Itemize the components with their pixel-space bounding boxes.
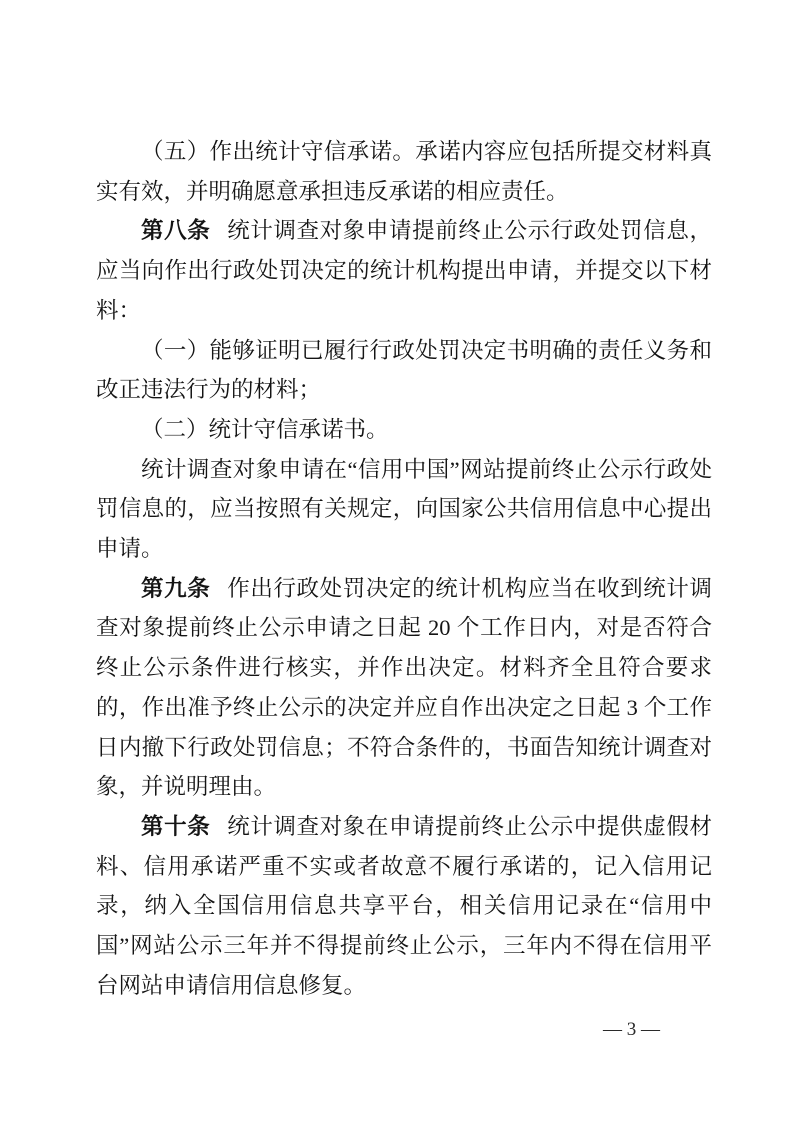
paragraph (96, 331, 712, 410)
article-number: 第十条 (141, 813, 211, 839)
article-paragraph (96, 569, 712, 807)
article-number: 第九条 (141, 575, 211, 601)
paragraph-text: 统计调查对象申请在“信用中国”网站提前终止公示行政处罚信息的，应当按照有关规定，向国家公共信用信息中心提出申请。 (96, 456, 712, 562)
article-paragraph (96, 211, 712, 330)
paragraph-text: （五）作出统计守信承诺。承诺内容应包括所提交材料真实有效，并明确愿意承担违反承诺的相应责任。 (96, 139, 712, 204)
page-number: — 3 — (603, 1019, 660, 1040)
paragraph-text: 作出行政处罚决定的统计机构应当在收到统计调查对象提前终止公示申请之日起 20 个工作日内，对是否符合终止公示条件进行核实，并作出决定。材料齐全且符合要求的，作出准予终止公示的决定并应自作出决定之日起 3 个工作日内撤下行政处罚信息；不符合条件的，书面告知统计调查对象，并说明理由。 (96, 575, 712, 800)
paragraph-text: 统计调查对象申请提前终止公示行政处罚信息，应当向作出行政处罚决定的统计机构提出申请，并提交以下材料： (96, 218, 712, 323)
paragraph-text: （二）统计守信承诺书。 (141, 416, 389, 442)
article-number: 第八条 (141, 218, 211, 244)
paragraph (96, 132, 712, 211)
paragraph (96, 410, 712, 450)
paragraph-text: （一）能够证明已履行行政处罚决定书明确的责任义务和改正违法行为的材料； (96, 337, 712, 403)
document-body (96, 132, 712, 1005)
paragraph (96, 450, 712, 569)
paragraph-text: 统计调查对象在申请提前终止公示中提供虚假材料、信用承诺严重不实或者故意不履行承诺的，记入信用记录，纳入全国信用信息共享平台，相关信用记录在“信用中国”网站公示三年并不得提前终止公示，三年内不得在信用平台网站申请信用信息修复。 (96, 813, 712, 998)
article-paragraph (96, 807, 712, 1006)
